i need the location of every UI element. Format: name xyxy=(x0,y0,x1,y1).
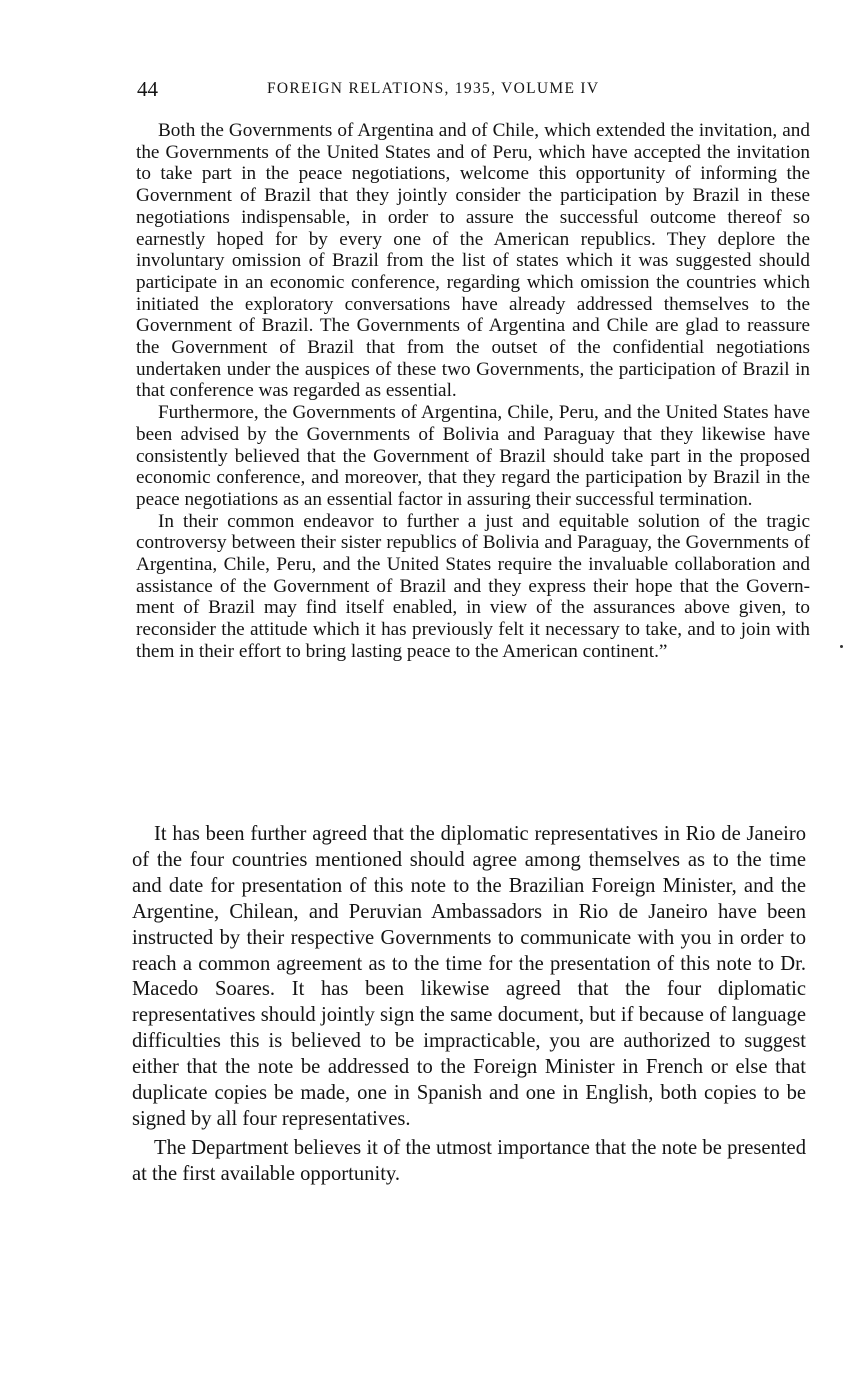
quote-paragraph-2: Furthermore, the Governments of Argentina, Chile, Peru, and the United States have been advised by the Governments of Bolivia and Paraguay that they likewise have consistently believed that the Government of Brazil should take part in the proposed economic conference, and moreover, that they regard the participation by Brazil in the peace negotiations as an essential factor in assuring their successful termination. xyxy=(136,402,810,510)
page-header xyxy=(137,76,813,102)
quote-paragraph-3: In their common endeavor to further a just and equitable solution of the tragic controversy between their sister republics of Bolivia and Paraguay, the Governments of Argentina, Chile, Peru, and the United States require the invaluable collaboration and assistance of the Government of Brazil and they express their hope that the Government of Brazil may find itself enabled, in view of the assurances above given, to reconsider the attitude which it has previously felt it necessary to take, and to join with them in their effort to bring lasting peace to the American continent.” xyxy=(136,510,810,662)
instruction-text xyxy=(132,822,806,1188)
margin-speck xyxy=(840,645,843,648)
body-paragraph-2: The Department believes it of the utmost importance that the note be presented at the first available opportunity. xyxy=(132,1136,806,1185)
body-paragraph-1: It has been further agreed that the diplomatic representatives in Rio de Janeiro of the four countries mentioned should agree among themselves as to the time and date for presentation of this note to the Brazilian Foreign Minister, and the Argentine, Chilean, and Peruvian Ambassadors in Rio de Janeiro have been instructed by their respective Governments to communicate with you in order to reach a common agreement as to the time for the presentation of this note to Dr. Macedo Soares. It has been likewise agreed that the four diplomatic representatives should jointly sign the same document, but if because of language difficulties this is believed to be impracticable, you are authorized to suggest either that the note be addressed to the Foreign Minister in French or else that duplicate copies be made, one in Spanish and one in English, both copies to be signed by all four representatives. xyxy=(132,823,806,1130)
running-head: FOREIGN RELATIONS, 1935, VOLUME IV xyxy=(267,80,600,97)
page-number: 44 xyxy=(137,77,158,101)
quoted-note xyxy=(136,120,810,663)
quote-paragraph-1: Both the Governments of Argentina and of Chile, which extended the invitation, and the Governments of the United States and of Peru, which have accepted the invitation to take part in the peace negotiations, welcome this opportunity of informing the Government of Brazil that they jointly consider the participation by Brazil in these negotiations indispensable, in order to assure the successful outcome thereof so earnestly hoped for by every one of the American republics. They deplore the involuntary omission of Brazil from the list of states which it was suggested should participate in an economic conference, regarding which omission the countries which initiated the exploratory conversations have already addressed themselves to the Government of Brazil. The Governments of Argentina and Chile are glad to reassure the Government of Brazil that from the outset of the confidential negotiations undertaken under the auspices of these two Governments, the participation of Brazil in that conference was regarded as essential. xyxy=(136,120,810,402)
